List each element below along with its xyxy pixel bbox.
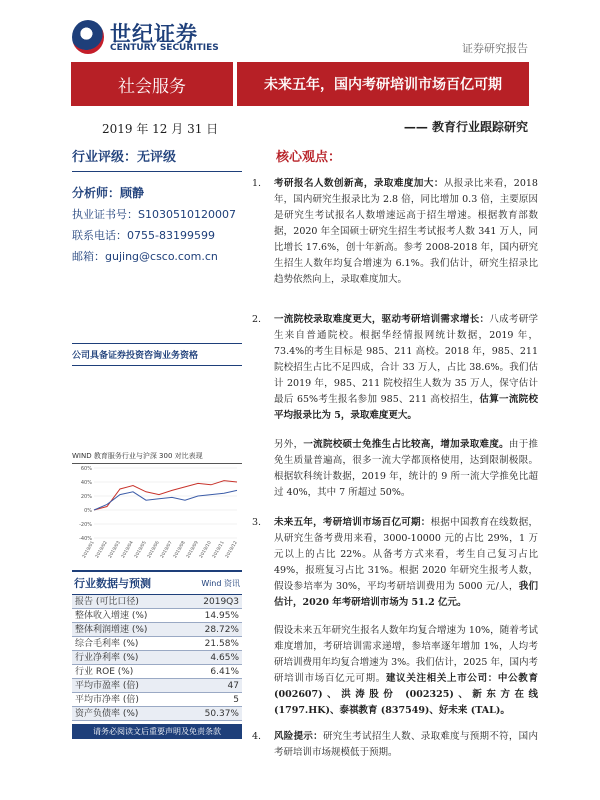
table-row [72,679,242,693]
row-label: 整体收入增速 (%) [75,611,148,621]
table-row [72,637,242,651]
row-value: 5 [233,695,239,705]
point-3 [252,515,538,611]
company-logo [72,20,232,56]
point-text: 研究生考试招生人数、录取难度与预期不符，国内考研培训市场规模低于预期。 [274,731,538,758]
point-text: 另外， [274,439,304,450]
x-tick-label: 2019/10 [199,540,213,560]
row-value: 4.65% [210,653,239,663]
analyst-name: 分析师：顾静 [72,186,145,200]
x-tick-label: 2019/06 [147,540,161,560]
qualification-note: 公司具备证券投资咨询业务资格 [72,343,242,366]
row-label: 报告 (可比口径) [75,597,139,607]
row-label: 平均市盈率 (倍) [75,681,139,691]
row-value: 2019Q3 [203,597,239,607]
table-row [72,693,242,707]
point-heading: 一流院校录取难度更大，驱动考研培训需求增长： [274,314,490,325]
report-series: —— 教育行业跟踪研究 [403,120,528,134]
point-4 [252,729,538,761]
point-number: 2. [252,314,262,325]
point-heading: 考研报名人数创新高，录取难度加大： [274,178,444,189]
point-text: 由于推免生质量普遍高，很多一流大学都顶格使用，达到限制极限。根据软科统计数据，2019 年，统计的 9 所一流大学推免比超过 40%，其中 7 所超过 50%。 [274,439,538,498]
table-row [72,651,242,665]
logo-name-en: CENTURY SECURITIES [110,43,219,53]
series-line-2 [94,490,237,510]
y-tick-label: 0% [84,508,92,514]
table-row [72,707,242,721]
y-tick-label: 20% [80,494,92,500]
disclaimer-bar: 请务必阅读文后重要声明及免责条款 [72,724,242,739]
x-tick-label: 2019/11 [212,540,226,560]
title-banner [71,62,529,106]
industry-rating: 行业评级：无评级 [72,146,242,172]
row-value: 21.58% [204,639,239,649]
report-type: 证券研究报告 [462,42,528,55]
license-number: 执业证书号：S1030510120007 [72,208,236,221]
point-heading: 未来五年，考研培训市场百亿可期： [274,517,431,528]
point-text: 假设未来五年研究生报名人数年均复合增速为 10%，随着考试难度增加，考研培训需求递增，参培率逐年增加 1%，人均考研培训费用年均复合增速为 3%。我们估计，2025 年，国内考研培训市场百亿元可期。 [274,625,538,684]
point-text: 根据中国教育在线数据，从研究生备考费用来看，3000-10000 元的占比 29%，1 万元以上的占比 22%。从备考方式来看，考生自己复习占比 49%，报班复习占比 31%。根据 2020 年研究生报考人数，假设参培率为 30%，平均考研培训费用为 5000 元/人， [274,517,538,592]
y-tick-label: -20% [79,522,92,528]
point-conclusion: 估算一流院校平均报录比为 5，录取难度更大。 [274,394,538,421]
x-tick-label: 2019/03 [108,540,122,560]
point-heading: 风险提示： [274,731,323,742]
x-tick-label: 2019/09 [186,540,200,560]
contact-phone: 联系电话：0755-83199599 [72,229,215,242]
point-conclusion: 我们估计，2020 年考研培训市场为 51.2 亿元。 [274,581,538,608]
x-tick-label: 2019/12 [225,540,239,560]
point-2 [252,312,538,424]
report-date: 2019 年 12 月 31 日 [102,122,219,136]
point-recommendation: 建议关注相关上市公司：中公教育 (002607)、洪涛股份 (002325)、新东方在线 (1797.HK)、泰祺教育 (837549)、好未来 (TAL)。 [274,673,538,716]
x-tick-label: 2019/05 [134,540,148,560]
row-value: 28.72% [204,625,239,635]
x-tick-label: 2019/01 [82,540,96,560]
row-label: 行业净利率 (%) [75,653,139,663]
y-tick-label: 40% [80,480,92,486]
report-title: 未来五年，国内考研培训市场百亿可期 [237,62,529,106]
point-2-continued [252,437,538,501]
industry-data-table [72,570,242,739]
x-tick-label: 2019/07 [160,540,174,560]
row-value: 50.37% [204,709,239,719]
series-line-1 [94,481,237,510]
row-value: 6.41% [210,667,239,677]
y-tick-label: 60% [80,466,92,472]
y-tick-label: -40% [79,536,92,542]
x-tick-label: 2019/08 [173,540,187,560]
logo-emblem-icon [72,20,104,54]
row-label: 平均市净率 (倍) [75,695,139,705]
point-number: 1. [252,178,262,189]
row-label: 行业 ROE (%) [75,667,134,677]
contact-email[interactable]: 邮箱：gujing@csco.com.cn [72,250,218,263]
performance-chart [72,464,242,564]
sector-label: 社会服务 [71,62,233,106]
core-views [252,176,538,761]
table-row [72,665,242,679]
table-row [72,623,242,637]
row-value: 14.95% [204,611,239,621]
point-text: 从报录比来看，2018 年，国内研究生报录比为 2.8 倍，同比增加 0.3 倍，主要原因是研究生考试报名人数增速远高于招生增速。根据教育部数据，2020 年全国硕士研究生招生考试报考人数 341 万人，同比增长 17.6%，创十年新高。参考 2008-2018 年，国内研究生招生人数年均复合增速为 6.1%。我们估计，研究生招录比趋势依然向上，录取难度加大。 [274,178,538,285]
x-tick-label: 2019/04 [121,540,135,560]
chart-title: WIND 教育服务行业与沪深 300 对比表现 [72,451,242,464]
logo-name-cn: 世纪证券 [110,22,198,46]
table-source: Wind 资讯 [201,578,240,588]
analyst-panel [72,146,242,264]
row-label: 整体利润增速 (%) [75,625,148,635]
table-row [72,609,242,623]
table-header [72,570,242,595]
core-views-title: 核心观点： [276,150,342,165]
point-1 [252,176,538,288]
point-text: 八成考研学生来自普通院校。根据华经情报网统计数据，2019 年，73.4%的考生目标是 985、211 高校。2018 年，985、211 院校招生占比不足四成，合计 33 万人，占比 38.6%。我们估计 2019 年，985、211 院校招生人数为 35 万人，保守估计最后 65%考生报名参加 985、211 高校招生， [274,314,538,405]
row-label: 资产负债率 (%) [75,709,139,719]
table-row [72,595,242,609]
row-label: 综合毛利率 (%) [75,639,139,649]
point-number: 4. [252,731,262,742]
point-number: 3. [252,517,262,528]
point-heading: 一流院校硕士免推生占比较高，增加录取难度。 [303,439,509,450]
row-value: 47 [227,681,239,691]
point-3-continued [252,623,538,719]
x-tick-label: 2019/02 [95,540,109,560]
table-title: 行业数据与预测 [74,577,151,590]
